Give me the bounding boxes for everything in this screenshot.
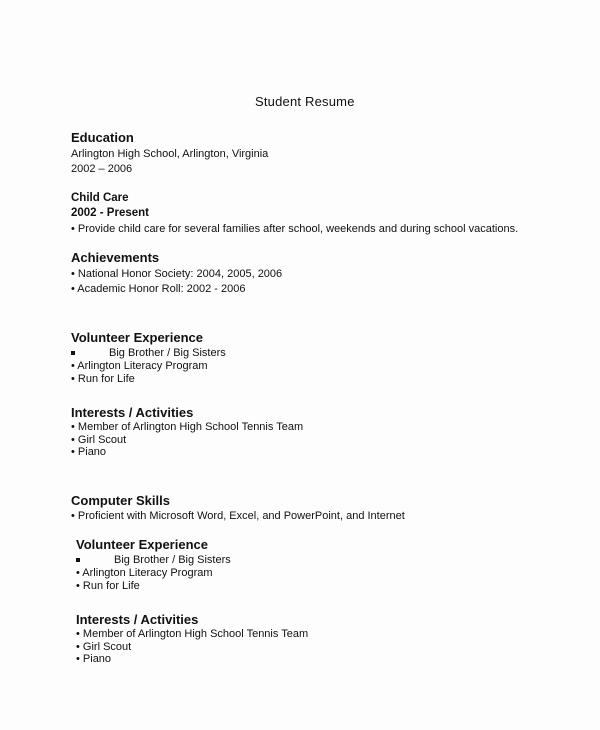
achievements-heading: Achievements	[71, 250, 160, 265]
computer-skills-heading: Computer Skills	[71, 493, 170, 508]
computer-skills-item: • Proficient with Microsoft Word, Excel, and PowerPoint, and Internet	[71, 510, 405, 522]
interests-heading: Interests / Activities	[76, 612, 199, 627]
volunteer-item: • Run for Life	[76, 580, 140, 592]
volunteer-heading: Volunteer Experience	[76, 537, 208, 552]
volunteer-item: • Arlington Literacy Program	[71, 360, 208, 372]
volunteer-item	[76, 554, 231, 566]
interests-item: • Girl Scout	[76, 641, 132, 653]
achievements-item: • National Honor Society: 2004, 2005, 2006	[71, 268, 283, 280]
interests-item: • Girl Scout	[71, 434, 127, 446]
interests-heading: Interests / Activities	[71, 405, 194, 420]
education-school: Arlington High School, Arlington, Virginia	[71, 148, 269, 160]
achievements-item: • Academic Honor Roll: 2002 - 2006	[71, 283, 246, 295]
volunteer-heading: Volunteer Experience	[71, 330, 203, 345]
square-bullet-icon	[71, 351, 75, 355]
education-heading: Education	[71, 130, 134, 145]
square-bullet-icon	[76, 558, 80, 562]
education-years: 2002 – 2006	[71, 163, 133, 175]
interests-item: • Member of Arlington High School Tennis Team	[76, 628, 309, 640]
volunteer-item-text: Big Brother / Big Sisters	[114, 554, 231, 566]
interests-item: • Member of Arlington High School Tennis Team	[71, 421, 304, 433]
volunteer-item: • Arlington Literacy Program	[76, 567, 213, 579]
page-title: Student Resume	[255, 94, 355, 109]
volunteer-item	[71, 347, 226, 359]
child-care-dates: 2002 - Present	[71, 207, 149, 219]
child-care-item: • Provide child care for several families after school, weekends and during school vacations.	[71, 223, 519, 235]
volunteer-item-text: Big Brother / Big Sisters	[109, 347, 226, 359]
interests-item: • Piano	[71, 446, 107, 458]
child-care-heading: Child Care	[71, 192, 129, 204]
volunteer-item: • Run for Life	[71, 373, 135, 385]
interests-item: • Piano	[76, 653, 112, 665]
